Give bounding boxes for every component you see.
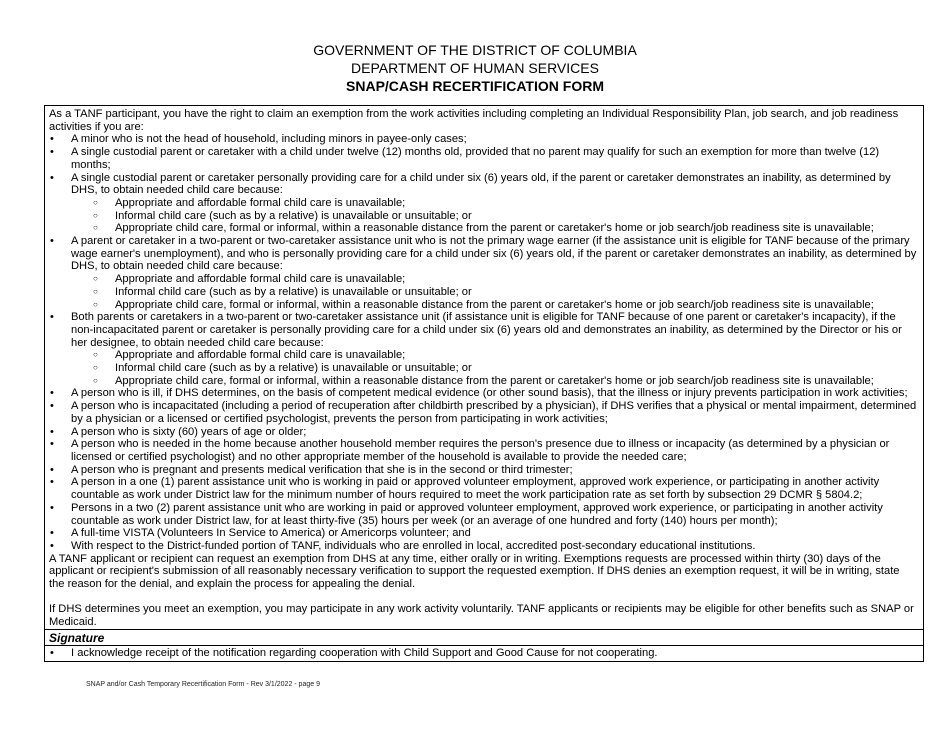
exemption-notice-box bbox=[44, 105, 924, 662]
childcare-reason-item: ○ Informal child care (such as by a relative) is unavailable or unsuitable; or bbox=[49, 210, 918, 223]
childcare-reason-item: ○ Appropriate child care, formal or informal, within a reasonable distance from the parent or caretaker's home or job search/job readiness site is unavailable; bbox=[49, 375, 918, 388]
signature-list bbox=[49, 647, 918, 660]
page-header bbox=[0, 42, 950, 95]
childcare-reason-item: ○ Appropriate and affordable formal child care is unavailable; bbox=[49, 197, 918, 210]
childcare-reason-item: ○ Appropriate child care, formal or informal, within a reasonable distance from the parent or caretaker's home or job search/job readiness site is unavailable; bbox=[49, 299, 918, 312]
exemption-item: • A person who is incapacitated (including a period of recuperation after childbirth prescribed by a physician), if DHS verifies that a physical or mental impairment, determined by a physician or a licensed or certified psychologist, prevents the person from participating in work activities; bbox=[49, 400, 918, 425]
exemption-item: • A single custodial parent or caretaker with a child under twelve (12) months old, provided that no parent may qualify for such an exemption for more than twelve (12) months; bbox=[49, 146, 918, 171]
exemption-item: • A person who is sixty (60) years of age or older; bbox=[49, 426, 918, 439]
childcare-reason-item: ○ Informal child care (such as by a relative) is unavailable or unsuitable; or bbox=[49, 362, 918, 375]
exemption-list bbox=[49, 133, 918, 552]
childcare-reason-item: ○ Appropriate and affordable formal child care is unavailable; bbox=[49, 273, 918, 286]
exemption-item: • A full-time VISTA (Volunteers In Service to America) or Americorps volunteer; and bbox=[49, 527, 918, 540]
org-name-line: GOVERNMENT OF THE DISTRICT OF COLUMBIA bbox=[313, 42, 637, 58]
department-name-line: DEPARTMENT OF HUMAN SERVICES bbox=[351, 59, 599, 76]
paragraph-spacer bbox=[49, 591, 918, 604]
exemption-item: • A parent or caretaker in a two-parent or two-caretaker assistance unit who is not the primary wage earner (if the assistance unit is eligible for TANF because of the primary wage earner's unemployment), and who is personally providing care for a child under six (6) years old, if the parent or caretaker demonstrates an inability, as determined by DHS, to obtain needed child care because: bbox=[49, 235, 918, 273]
childcare-reason-item: ○ Appropriate child care, formal or informal, within a reasonable distance from the parent or caretaker's home or job search/job readiness site is unavailable; bbox=[49, 222, 918, 235]
exemption-item: • Persons in a two (2) parent assistance unit who are working in paid or approved volunteer employment, approved work experience, or participating in another activity countable as work under District law, for at least thirty-five (35) hours per week (or an average of one hundred and forty (140) hours per month); bbox=[49, 502, 918, 527]
exemption-item: • A person who is ill, if DHS determines, on the basis of competent medical evidence (or other sound basis), that the illness or injury prevents participation in work activities; bbox=[49, 387, 918, 400]
form-title: SNAP/CASH RECERTIFICATION FORM bbox=[346, 78, 604, 94]
exemption-item: • A person who is pregnant and presents medical verification that she is in the second or third trimester; bbox=[49, 464, 918, 477]
exemption-item: • A single custodial parent or caretaker personally providing care for a child under six (6) years old, if the parent or caretaker demonstrates an inability, as determined by DHS, to obtain needed child care because: bbox=[49, 172, 918, 197]
childcare-reason-item: ○ Informal child care (such as by a relative) is unavailable or unsuitable; or bbox=[49, 286, 918, 299]
page-footer: SNAP and/or Cash Temporary Recertification Form - Rev 3/1/2022 - page 9 bbox=[86, 681, 320, 688]
exemption-request-paragraph: A TANF applicant or recipient can request an exemption from DHS at any time, either orally or in writing. Exemptions requests are processed within thirty (30) days of the applicant or recipient's submission of all reasonably necessary verification to support the requested exemption. If DHS denies an exemption request, it will be in writing, state the reason for the denial, and explain the process for appealing the denial. bbox=[49, 552, 900, 591]
childcare-reason-item: ○ Appropriate and affordable formal child care is unavailable; bbox=[49, 349, 918, 362]
signature-section bbox=[45, 645, 923, 661]
intro-paragraph: As a TANF participant, you have the right to claim an exemption from the work activities including completing an Individual Responsibility Plan, job search, and job readiness activities if you are: bbox=[49, 108, 899, 133]
voluntary-participation-paragraph: If DHS determines you meet an exemption, you may participate in any work activity voluntarily. TANF applicants or recipients may be eligible for other benefits such as SNAP or Medicaid. bbox=[49, 603, 914, 629]
exemption-item: • A person who is needed in the home because another household member requires the person's presence due to illness or incapacity (as determined by a physician or licensed or certified psychologist) and no other appropriate member of the household is available to provide the needed care; bbox=[49, 438, 918, 463]
exemption-item: • A minor who is not the head of household, including minors in payee-only cases; bbox=[49, 133, 918, 146]
signature-heading: Signature bbox=[45, 629, 923, 645]
exemption-content bbox=[45, 106, 923, 629]
exemption-item: • A person in a one (1) parent assistance unit who is working in paid or approved volunteer employment, approved work experience, or participating in another activity countable as work under District law for the minimum number of hours required to meet the work participation rate as set forth by subsection 29 DCMR § 5804.2; bbox=[49, 476, 918, 501]
exemption-item: • Both parents or caretakers in a two-parent or two-caretaker assistance unit (if assistance unit is eligible for TANF because of one parent or caretaker's incapacity), if the non-incapacitated parent or caretaker is personally providing care for a child under six (6) years old and demonstrates an inability, as determined by the Director or his or her designee, to obtain needed child care because: bbox=[49, 311, 918, 349]
acknowledgement-item: • I acknowledge receipt of the notification regarding cooperation with Child Support and Good Cause for not cooperating. bbox=[49, 647, 918, 660]
exemption-item: • With respect to the District-funded portion of TANF, individuals who are enrolled in local, accredited post-secondary educational institutions. bbox=[49, 540, 918, 553]
